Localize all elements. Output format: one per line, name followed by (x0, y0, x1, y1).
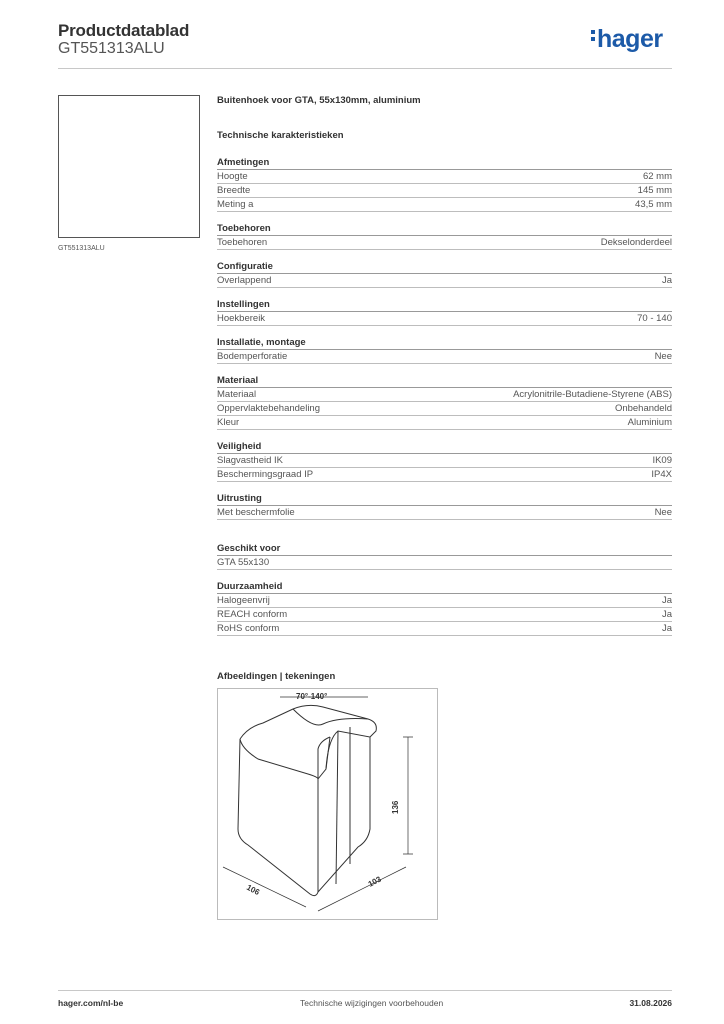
spec-value: IP4X (651, 469, 672, 480)
spec-section-title: Veiligheid (217, 441, 672, 454)
page-title: Productdatablad (58, 21, 190, 40)
spec-row (217, 198, 672, 212)
spec-row (217, 184, 672, 198)
spec-label: Met beschermfolie (217, 507, 295, 518)
spec-section-title: Toebehoren (217, 223, 672, 236)
spec-label: Overlappend (217, 275, 272, 286)
spec-row (217, 594, 672, 608)
spec-value: Ja (661, 623, 672, 634)
spec-value: 43,5 mm (635, 199, 672, 210)
width-right-label: 103 (366, 874, 383, 889)
spec-section (217, 493, 672, 520)
spec-section-title: Duurzaamheid (217, 581, 672, 594)
spec-row (217, 622, 672, 636)
footer-website-link[interactable]: hager.com/nl-be (58, 998, 124, 1008)
spec-value: 145 mm (637, 185, 672, 196)
product-code: GT551313ALU (58, 40, 165, 57)
spec-label: Breedte (217, 185, 251, 196)
spec-value: Dekselonderdeel (600, 237, 672, 248)
width-left-dimension-line (223, 867, 306, 907)
technical-heading: Technische karakteristieken (217, 130, 344, 141)
width-left-label: 106 (245, 882, 262, 898)
spec-row (217, 468, 672, 482)
spec-row (217, 350, 672, 364)
spec-section (217, 581, 672, 636)
drawing-right-face (318, 731, 370, 892)
drawing-left-top-edge (240, 739, 318, 779)
spec-label: Beschermingsgraad IP (217, 469, 314, 480)
spec-label: Meting a (217, 199, 254, 210)
spec-section-title: Installatie, montage (217, 337, 672, 350)
spec-value: Acrylonitrile-Butadiene-Styrene (ABS) (513, 389, 672, 400)
spec-section (217, 223, 672, 250)
spec-row (217, 454, 672, 468)
spec-value: Nee (654, 351, 672, 362)
spec-section (217, 337, 672, 364)
drawing-left-face (238, 739, 318, 896)
spec-value: Aluminium (627, 417, 672, 428)
spec-section (217, 261, 672, 288)
spec-value: Ja (661, 609, 672, 620)
width-right-dimension-line (318, 867, 406, 911)
spec-value: Ja (661, 275, 672, 286)
spec-value: IK09 (652, 455, 672, 466)
drawing-top-arc (293, 709, 368, 725)
spec-row (217, 556, 672, 570)
spec-section-title: Materiaal (217, 375, 672, 388)
spec-label: Bodemperforatie (217, 351, 288, 362)
spec-section-title: Geschikt voor (217, 543, 672, 556)
spec-row (217, 274, 672, 288)
spec-section (217, 375, 672, 430)
product-image-caption: GT551313ALU (58, 245, 105, 252)
logo-text: hager (597, 25, 663, 53)
spec-value: 70 - 140 (637, 313, 672, 324)
angle-label: 70°-140° (296, 692, 328, 701)
spec-sections (217, 157, 672, 636)
spec-section (217, 441, 672, 482)
spec-row (217, 170, 672, 184)
product-image-placeholder (58, 95, 200, 238)
drawing-fold-line (336, 731, 338, 884)
drawing-corner-edge (318, 737, 330, 779)
spec-section-title: Instellingen (217, 299, 672, 312)
spec-label: Materiaal (217, 389, 257, 400)
spec-row (217, 416, 672, 430)
spec-row (217, 312, 672, 326)
spec-value: Onbehandeld (614, 403, 672, 414)
spec-label: REACH conform (217, 609, 288, 620)
spec-label: Hoogte (217, 171, 248, 182)
spec-label: Slagvastheid IK (217, 455, 284, 466)
hager-logo (591, 27, 663, 52)
technical-drawing (217, 688, 438, 920)
spec-row (217, 236, 672, 250)
spec-row (217, 506, 672, 520)
spec-section (217, 157, 672, 212)
spec-value: 62 mm (642, 171, 672, 182)
spec-content (217, 95, 672, 636)
footer-date: 31.08.2026 (629, 998, 672, 1008)
spec-label: Oppervlaktebehandeling (217, 403, 320, 414)
spec-label: RoHS conform (217, 623, 280, 634)
spec-row (217, 402, 672, 416)
spec-section-title: Uitrusting (217, 493, 672, 506)
spec-label: GTA 55x130 (217, 557, 270, 568)
spec-label: Kleur (217, 417, 240, 428)
spec-value: Nee (654, 507, 672, 518)
height-label: 136 (391, 800, 400, 814)
spec-row (217, 388, 672, 402)
logo-dots-icon (591, 30, 596, 44)
spec-section-title: Configuratie (217, 261, 672, 274)
product-name: Buitenhoek voor GTA, 55x130mm, aluminium (217, 95, 421, 106)
footer-divider (58, 990, 672, 991)
drawing-inner-edge (326, 737, 330, 769)
spec-section-title: Afmetingen (217, 157, 672, 170)
spec-label: Hoekbereik (217, 313, 266, 324)
spec-section (217, 543, 672, 570)
corner-drawing-svg (218, 689, 437, 919)
spec-label: Toebehoren (217, 237, 268, 248)
footer-note: Technische wijzigingen voorbehouden (300, 998, 444, 1008)
spec-value: Ja (661, 595, 672, 606)
spec-label: Halogeenvrij (217, 595, 270, 606)
spec-section (217, 299, 672, 326)
images-heading: Afbeeldingen | tekeningen (217, 671, 336, 682)
spec-row (217, 608, 672, 622)
header-divider (58, 68, 672, 69)
